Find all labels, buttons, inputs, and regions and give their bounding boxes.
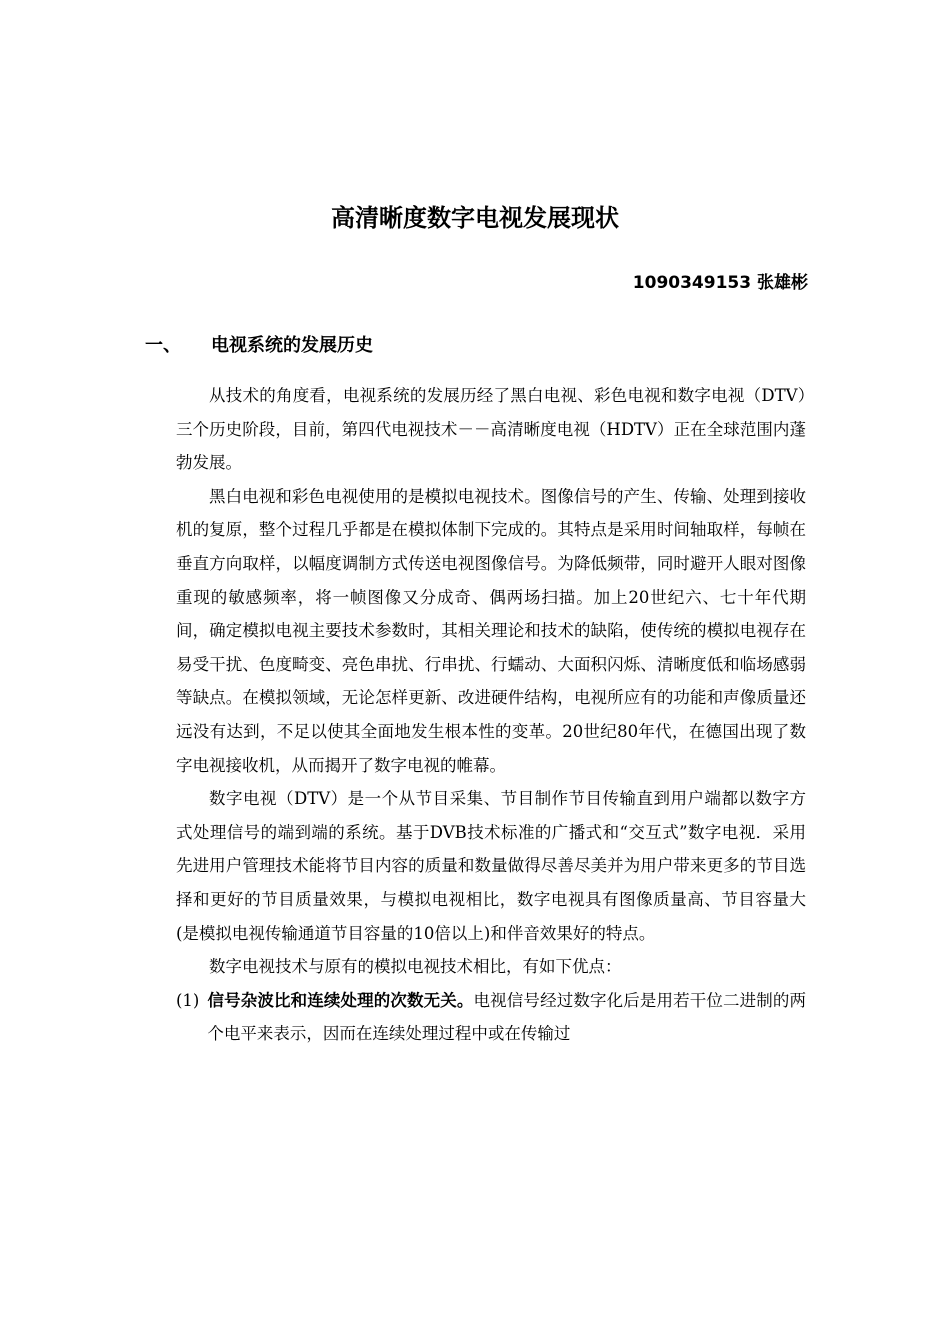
list-marker: (1)	[176, 990, 200, 1010]
list-item-lead: 信号杂波比和连续处理的次数无关。	[207, 990, 474, 1010]
document-title: 高清晰度数字电视发展现状	[331, 204, 619, 232]
list-item	[176, 984, 806, 1051]
paragraph: 黑白电视和彩色电视使用的是模拟电视技术。图像信号的产生、传输、处理到接收机的复原，整个过程几乎都是在模拟体制下完成的。其特点是采用时间轴取样，每帧在垂直方向取样，以幅度调制方式传送电视图像信号。为降低频带，同时避开人眼对图像重现的敏感频率，将一帧图像又分成奇、偶两场扫描。加上20世纪六、七十年代期间，确定模拟电视主要技术参数时，其相关理论和技术的缺陷，使传统的模拟电视存在易受干扰、色度畸变、亮色串扰、行串扰、行蠕动、大面积闪烁、清晰度低和临场感弱等缺点。在模拟领域，无论怎样更新、改进硬件结构，电视所应有的功能和声像质量还远没有达到，不足以使其全面地发生根本性的变革。20世纪80年代，在德国出现了数字电视接收机，从而揭开了数字电视的帷幕。	[176, 486, 806, 775]
section-title: 电视系统的发展历史	[211, 335, 373, 356]
section-number: 一、	[145, 335, 181, 356]
section-heading	[145, 330, 373, 362]
paragraph: 数字电视技术与原有的模拟电视技术相比，有如下优点：	[209, 957, 622, 977]
document-body	[176, 379, 806, 1051]
author-line: 1090349153 张雄彬	[632, 273, 808, 293]
list-item-text: 电视信号经过数字化后是用若干位二进制的两个电平来表示，因而在连续处理过程中或在传输过	[207, 990, 807, 1044]
paragraph: 数字电视（DTV）是一个从节目采集、节目制作节目传输直到用户端都以数字方式处理信号的端到端的系统。基于DVB技术标准的广播式和“交互式”数字电视．采用先进用户管理技术能将节目内容的质量和数量做得尽善尽美并为用户带来更多的节目选择和更好的节目质量效果，与模拟电视相比，数字电视具有图像质量高、节目容量大(是模拟电视传输通道节目容量的10倍以上)和伴音效果好的特点。	[176, 789, 806, 943]
paragraph: 从技术的角度看，电视系统的发展历经了黑白电视、彩色电视和数字电视（DTV）三个历史阶段，目前，第四代电视技术－－高清晰度电视（HDTV）正在全球范围内蓬勃发展。	[176, 386, 806, 473]
